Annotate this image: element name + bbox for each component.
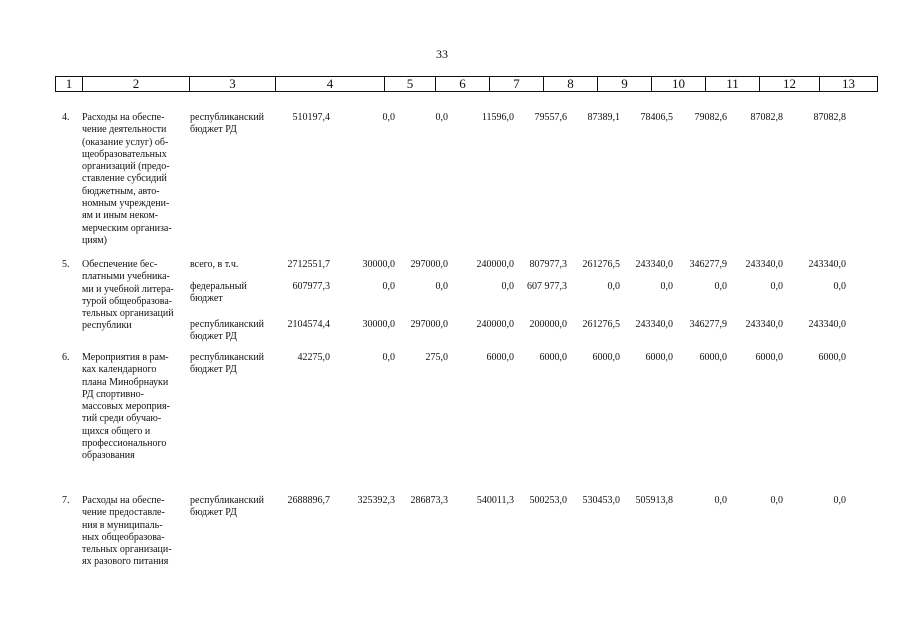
value-cell: 297000,0 bbox=[410, 259, 448, 270]
header-cell: 3 bbox=[190, 77, 276, 92]
row-name: Обеспечение бес- платными учебника- ми и учебной литера- турой общеобразова- тельных организаций республики bbox=[82, 259, 174, 332]
header-cell: 9 bbox=[598, 77, 652, 92]
funding-source: всего, в т.ч. bbox=[190, 259, 239, 270]
value-cell: 530453,0 bbox=[582, 495, 620, 506]
value-cell: 243340,0 bbox=[808, 319, 846, 330]
page-number: 33 bbox=[436, 47, 448, 61]
value-cell: 275,0 bbox=[425, 352, 448, 363]
value-cell: 540011,3 bbox=[476, 495, 514, 506]
value-cell: 2688896,7 bbox=[287, 495, 330, 506]
value-cell: 0,0 bbox=[770, 281, 783, 292]
value-cell: 6000,0 bbox=[818, 352, 846, 363]
value-cell: 243340,0 bbox=[745, 259, 783, 270]
column-header-table bbox=[55, 76, 878, 92]
value-cell: 79557,6 bbox=[534, 112, 567, 123]
header-cell: 12 bbox=[760, 77, 820, 92]
value-cell: 78406,5 bbox=[640, 112, 673, 123]
value-cell: 0,0 bbox=[382, 281, 395, 292]
funding-source: республиканский бюджет РД bbox=[190, 495, 265, 519]
value-cell: 346277,9 bbox=[689, 259, 727, 270]
value-cell: 0,0 bbox=[607, 281, 620, 292]
value-cell: 0,0 bbox=[770, 495, 783, 506]
value-cell: 0,0 bbox=[714, 495, 727, 506]
value-cell: 607977,3 bbox=[292, 281, 330, 292]
funding-source: республиканский бюджет РД bbox=[190, 319, 265, 343]
value-cell: 6000,0 bbox=[486, 352, 514, 363]
value-cell: 325392,3 bbox=[357, 495, 395, 506]
funding-source: республиканский бюджет РД bbox=[190, 112, 265, 136]
value-cell: 30000,0 bbox=[362, 319, 395, 330]
funding-source: федеральный бюджет bbox=[190, 281, 247, 305]
row-name: Расходы на обеспе- чение деятельности (оказание услуг) об- щеобразовательных организаций (предо- ставление субсидий бюджетным, авто- номным учреждени- ям и иным неком- мерческим организа- циям) bbox=[82, 112, 172, 246]
value-cell: 2712551,7 bbox=[287, 259, 330, 270]
value-cell: 11596,0 bbox=[481, 112, 514, 123]
row-name: Расходы на обеспе- чение предоставле- ния в муниципаль- ных общеобразова- тельных организаци- ях разового питания bbox=[82, 495, 172, 568]
header-cell: 4 bbox=[276, 77, 385, 92]
row-number: 6. bbox=[62, 352, 70, 363]
value-cell: 87389,1 bbox=[587, 112, 620, 123]
value-cell: 200000,0 bbox=[529, 319, 567, 330]
value-cell: 0,0 bbox=[833, 495, 846, 506]
value-cell: 30000,0 bbox=[362, 259, 395, 270]
value-cell: 6000,0 bbox=[592, 352, 620, 363]
value-cell: 261276,5 bbox=[582, 259, 620, 270]
row-number: 4. bbox=[62, 112, 70, 123]
value-cell: 79082,6 bbox=[694, 112, 727, 123]
value-cell: 261276,5 bbox=[582, 319, 620, 330]
header-cell: 5 bbox=[385, 77, 436, 92]
header-cell: 8 bbox=[544, 77, 598, 92]
header-cell: 7 bbox=[490, 77, 544, 92]
header-cell: 13 bbox=[820, 77, 878, 92]
row-number: 7. bbox=[62, 495, 70, 506]
value-cell: 243340,0 bbox=[745, 319, 783, 330]
value-cell: 505913,8 bbox=[635, 495, 673, 506]
value-cell: 607 977,3 bbox=[527, 281, 567, 292]
header-row bbox=[56, 77, 878, 92]
value-cell: 0,0 bbox=[435, 112, 448, 123]
header-cell: 2 bbox=[83, 77, 190, 92]
value-cell: 0,0 bbox=[714, 281, 727, 292]
value-cell: 0,0 bbox=[833, 281, 846, 292]
value-cell: 6000,0 bbox=[755, 352, 783, 363]
funding-source: республиканский бюджет РД bbox=[190, 352, 265, 376]
value-cell: 0,0 bbox=[660, 281, 673, 292]
value-cell: 286873,3 bbox=[410, 495, 448, 506]
value-cell: 240000,0 bbox=[476, 319, 514, 330]
value-cell: 6000,0 bbox=[645, 352, 673, 363]
value-cell: 243340,0 bbox=[808, 259, 846, 270]
value-cell: 2104574,4 bbox=[287, 319, 330, 330]
value-cell: 0,0 bbox=[382, 112, 395, 123]
row-number: 5. bbox=[62, 259, 70, 270]
value-cell: 297000,0 bbox=[410, 319, 448, 330]
header-cell: 11 bbox=[706, 77, 760, 92]
header-cell: 10 bbox=[652, 77, 706, 92]
value-cell: 510197,4 bbox=[292, 112, 330, 123]
value-cell: 6000,0 bbox=[699, 352, 727, 363]
value-cell: 87082,8 bbox=[813, 112, 846, 123]
value-cell: 0,0 bbox=[501, 281, 514, 292]
value-cell: 0,0 bbox=[435, 281, 448, 292]
header-cell: 1 bbox=[56, 77, 83, 92]
header-cell: 6 bbox=[436, 77, 490, 92]
value-cell: 42275,0 bbox=[297, 352, 330, 363]
value-cell: 346277,9 bbox=[689, 319, 727, 330]
value-cell: 87082,8 bbox=[750, 112, 783, 123]
value-cell: 243340,0 bbox=[635, 259, 673, 270]
value-cell: 807977,3 bbox=[529, 259, 567, 270]
value-cell: 6000,0 bbox=[539, 352, 567, 363]
value-cell: 243340,0 bbox=[635, 319, 673, 330]
value-cell: 0,0 bbox=[382, 352, 395, 363]
value-cell: 240000,0 bbox=[476, 259, 514, 270]
row-name: Мероприятия в рам- ках календарного плана Минобрнауки РД спортивно- массовых мероприя- тий среди обучаю- щихся общего и профессионального образования bbox=[82, 352, 170, 462]
value-cell: 500253,0 bbox=[529, 495, 567, 506]
